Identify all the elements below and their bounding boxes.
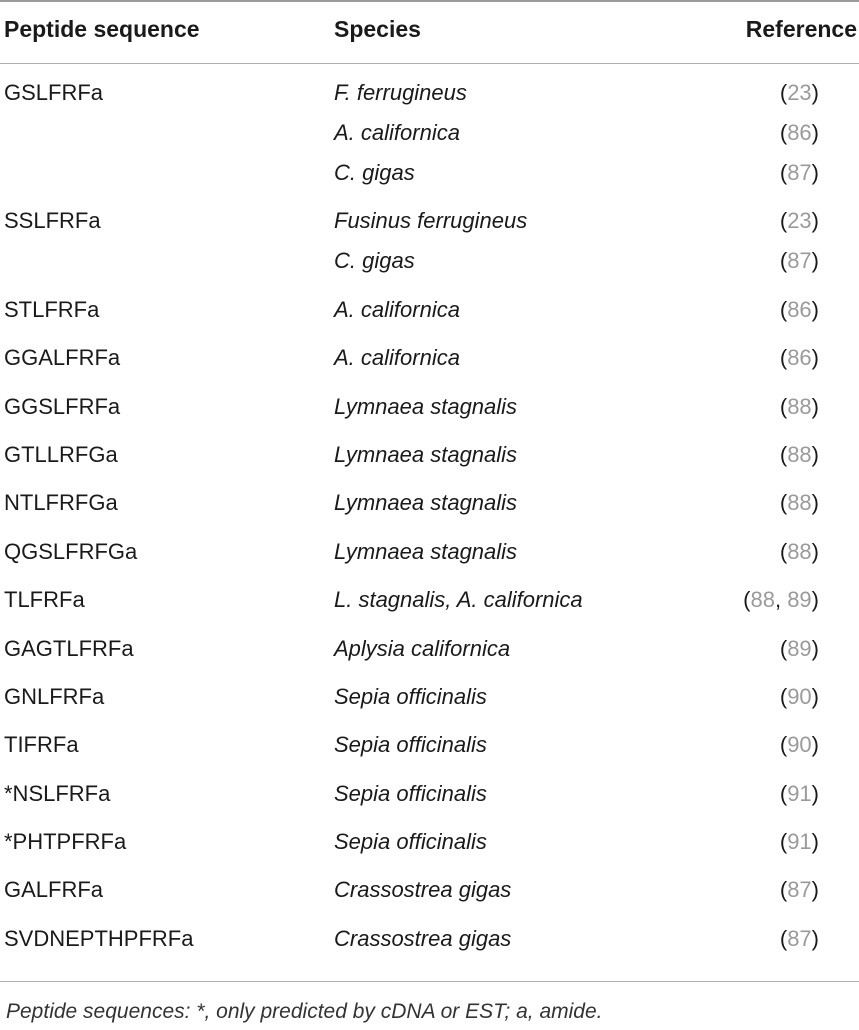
species-name: A. californica — [334, 120, 460, 145]
reference-cell — [699, 781, 819, 821]
species-name: Lymnaea stagnalis — [334, 538, 518, 564]
reference-link[interactable]: 87 — [787, 248, 812, 274]
table-row — [0, 490, 859, 538]
table-row — [0, 877, 859, 925]
table-row — [0, 781, 859, 829]
species-name: Sepia officinalis — [334, 780, 487, 806]
table-row — [0, 297, 859, 345]
reference-cell — [699, 394, 819, 434]
reference-citation: (91) — [779, 780, 819, 806]
species-name: C. gigas — [334, 160, 415, 185]
reference-cell — [699, 636, 819, 676]
reference-cell — [699, 442, 819, 482]
peptide-sequence-cell: QGSLFRFGa — [4, 538, 138, 564]
reference-link[interactable]: 87 — [787, 160, 812, 185]
table-row — [0, 208, 859, 296]
header-divider — [0, 63, 859, 64]
table-row — [0, 539, 859, 587]
species-cell — [334, 208, 734, 288]
species-cell — [334, 877, 734, 917]
table-row — [0, 926, 859, 974]
species-name: Crassostrea gigas — [334, 925, 512, 951]
reference-citation: (86) — [779, 120, 819, 145]
reference-cell — [699, 539, 819, 579]
species-cell — [334, 636, 734, 676]
reference-citation: (90) — [779, 683, 819, 709]
species-cell — [334, 781, 734, 821]
species-name: Lymnaea stagnalis — [334, 441, 518, 467]
reference-link[interactable]: 90 — [787, 683, 812, 709]
reference-cell — [699, 208, 819, 288]
species-name: L. stagnalis, A. californica — [334, 587, 583, 613]
reference-link[interactable]: 88 — [787, 490, 812, 516]
reference-citation: (86) — [779, 345, 819, 371]
peptide-sequence-cell: GGSLFRFa — [4, 393, 121, 419]
reference-cell — [699, 297, 819, 337]
species-cell — [334, 684, 734, 724]
table-body — [0, 80, 859, 974]
peptide-sequence-cell: GNLFRFa — [4, 683, 105, 709]
reference-citation: (23) — [779, 80, 819, 105]
header-peptide-sequence: Peptide sequence — [4, 16, 200, 42]
reference-citation: (87) — [779, 925, 819, 951]
table-row — [0, 394, 859, 442]
reference-citation: (90) — [779, 732, 819, 758]
reference-cell — [699, 829, 819, 869]
reference-cell — [699, 877, 819, 917]
reference-link[interactable]: 89 — [787, 587, 812, 613]
peptide-sequence-cell: SSLFRFa — [4, 208, 101, 234]
reference-citation: (88) — [779, 490, 819, 516]
peptide-sequence-cell: GAGTLFRFa — [4, 635, 134, 661]
table-top-rule — [0, 0, 859, 2]
species-cell — [334, 80, 734, 200]
table-row — [0, 636, 859, 684]
reference-link[interactable]: 91 — [787, 780, 812, 806]
species-cell — [334, 926, 734, 966]
reference-citation: (88) — [779, 441, 819, 467]
peptide-sequence-cell: NTLFRFGa — [4, 490, 118, 516]
peptide-sequence-cell: GGALFRFa — [4, 345, 121, 371]
species-name: A. californica — [334, 296, 460, 322]
species-name: C. gigas — [334, 248, 415, 274]
species-name: F. ferrugineus — [334, 80, 467, 105]
table-bottom-rule — [0, 981, 859, 982]
species-cell — [334, 442, 734, 482]
reference-cell — [699, 587, 819, 627]
reference-link[interactable]: 23 — [787, 208, 812, 234]
reference-cell — [699, 684, 819, 724]
reference-citation: (89) — [779, 635, 819, 661]
reference-link[interactable]: 87 — [787, 877, 812, 903]
reference-link[interactable]: 87 — [787, 925, 812, 951]
table-row — [0, 829, 859, 877]
table-row — [0, 732, 859, 780]
species-name: Crassostrea gigas — [334, 877, 512, 903]
reference-link[interactable]: 90 — [787, 732, 812, 758]
table-row — [0, 587, 859, 635]
table-footnote: Peptide sequences: *, only predicted by cDNA or EST; a, amide. — [6, 1000, 603, 1023]
table-header — [0, 16, 859, 50]
header-species: Species — [334, 16, 421, 42]
reference-link[interactable]: 86 — [787, 345, 812, 371]
reference-cell — [699, 926, 819, 966]
reference-link[interactable]: 89 — [787, 635, 812, 661]
table-row — [0, 684, 859, 732]
peptide-sequence-cell: GTLLRFGa — [4, 441, 118, 467]
reference-cell — [699, 490, 819, 530]
reference-cell — [699, 80, 819, 200]
species-name: Sepia officinalis — [334, 683, 487, 709]
reference-link[interactable]: 88 — [750, 587, 775, 613]
reference-cell — [699, 732, 819, 772]
reference-link[interactable]: 86 — [787, 296, 812, 322]
reference-citation: (87) — [779, 160, 819, 185]
reference-citation: (86) — [779, 296, 819, 322]
species-cell — [334, 587, 734, 627]
reference-citation: (87) — [779, 248, 819, 274]
reference-link[interactable]: 88 — [787, 538, 812, 564]
species-cell — [334, 539, 734, 579]
reference-citation: (88, 89) — [743, 587, 819, 613]
table-row — [0, 80, 859, 208]
reference-citation: (88) — [779, 538, 819, 564]
peptide-sequence-cell: GALFRFa — [4, 877, 104, 903]
header-reference: Reference — [745, 16, 857, 42]
species-cell — [334, 345, 734, 385]
peptide-sequence-cell: GSLFRFa — [4, 80, 104, 105]
species-name: A. californica — [334, 345, 460, 371]
reference-link[interactable]: 88 — [787, 393, 812, 419]
reference-link[interactable]: 88 — [787, 441, 812, 467]
table-row — [0, 345, 859, 393]
species-name: Fusinus ferrugineus — [334, 208, 528, 234]
peptide-sequence-cell: STLFRFa — [4, 296, 100, 322]
reference-link[interactable]: 91 — [787, 829, 812, 855]
species-cell — [334, 490, 734, 530]
peptide-sequence-cell: *NSLFRFa — [4, 780, 111, 806]
table-row — [0, 442, 859, 490]
peptide-sequence-cell: SVDNEPTHPFRFa — [4, 925, 194, 951]
species-name: Lymnaea stagnalis — [334, 393, 518, 419]
species-cell — [334, 732, 734, 772]
species-name: Aplysia californica — [334, 635, 511, 661]
reference-citation: (23) — [779, 208, 819, 234]
species-name: Sepia officinalis — [334, 829, 487, 855]
peptide-sequence-cell: *PHTPFRFa — [4, 829, 127, 855]
reference-citation: (88) — [779, 393, 819, 419]
reference-link[interactable]: 86 — [787, 120, 812, 145]
peptide-sequence-cell: TLFRFa — [4, 587, 85, 613]
reference-citation: (91) — [779, 829, 819, 855]
reference-link[interactable]: 23 — [787, 80, 812, 105]
species-name: Sepia officinalis — [334, 732, 487, 758]
reference-citation: (87) — [779, 877, 819, 903]
species-name: Lymnaea stagnalis — [334, 490, 518, 516]
reference-cell — [699, 345, 819, 385]
species-cell — [334, 394, 734, 434]
species-cell — [334, 829, 734, 869]
peptide-sequence-cell: TIFRFa — [4, 732, 79, 758]
species-cell — [334, 297, 734, 337]
